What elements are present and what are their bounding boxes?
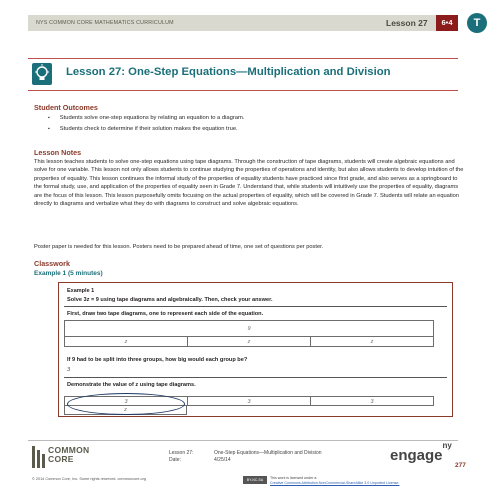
footer-date-key: Date:	[169, 457, 181, 463]
list-item: ▪ Students solve one-step equations by relating an equation to a diagram.	[48, 113, 244, 124]
tape-diagram-total	[64, 320, 434, 337]
tape-cell: z	[187, 337, 310, 346]
grade-badge: 6•4	[436, 15, 458, 31]
divider	[64, 377, 447, 378]
example-instruction: First, draw two tape diagrams, one to represent each side of the equation.	[67, 311, 264, 317]
header-lesson-label: Lesson 27	[386, 15, 436, 31]
example-box	[58, 282, 453, 417]
classwork-heading: Classwork	[34, 259, 70, 268]
example-question: If 9 had to be split into three groups, how big would each group be?	[67, 357, 248, 363]
list-item: ▪ Students check to determine if their solution makes the equation true.	[48, 124, 244, 135]
title-rule-top	[28, 58, 458, 59]
page-number: 277	[455, 462, 466, 469]
tape-cell: 3	[187, 397, 310, 405]
title-rule-bottom	[28, 90, 458, 91]
curriculum-label: NYS COMMON CORE MATHEMATICS CURRICULUM	[28, 15, 386, 31]
lesson-notes-heading: Lesson Notes	[34, 148, 82, 157]
footer-meta	[169, 450, 322, 464]
cc-license-icon: BY-NC-SA	[243, 476, 267, 484]
example-title: Example 1	[67, 288, 95, 294]
divider	[64, 306, 447, 307]
teacher-edition-badge: T	[467, 13, 487, 33]
highlight-oval	[67, 393, 185, 415]
footer-lesson-value: One-Step Equations—Multiplication and Division	[214, 450, 322, 456]
engage-ny-logo: engage$^{ny}$	[390, 441, 452, 464]
license-link[interactable]: Creative Commons Attribution-NonCommercial-ShareAlike 3.0 Unported License.	[270, 480, 400, 485]
outcomes-list	[48, 113, 244, 135]
example-answer: 3	[67, 367, 71, 373]
license-text: This work is licensed under a Creative Commons Attribution-NonCommercial-ShareAlike 3.0 Unported License.	[270, 476, 400, 485]
tape-diagram-variables	[64, 336, 434, 347]
footer-lesson-key: Lesson 27:	[169, 450, 194, 456]
example-prompt: Solve 3z = 9 using tape diagrams and algebraically. Then, check your answer.	[67, 297, 273, 303]
example-heading: Example 1 (5 minutes)	[34, 270, 103, 277]
running-header	[28, 15, 458, 31]
tape-cell: 9	[247, 326, 251, 332]
tape-cell: z	[124, 339, 128, 345]
footer-rule	[28, 440, 458, 441]
student-outcomes-heading: Student Outcomes	[34, 103, 98, 112]
tape-cell: z	[310, 337, 433, 346]
tape-cell: 3	[124, 399, 128, 405]
tape-cell: 3	[310, 397, 433, 405]
lesson-notes-paragraph: This lesson teaches students to solve one-step equations using tape diagrams. Through the construction of tape diagrams, students will create algebraic equations and solve for one variable. This lesson not only allows students to continue studying the properties of operations and identity, but also allows students to develop intuition of the properties of equality. This lesson continues the informal study of the properties of equality students have practiced since first grade, and also serves as a springboard to the formal study, use, and application of the properties of equality seen in Grade 7. Understand that, while students will intuitively use the properties of equality, diagrams are the focus of this lesson. This lesson purposefully omits focusing on the actual properties of equality, which will be covered in Grade 7. Students will relate an equation directly to diagrams and verbalize what they do with diagrams to construct and solve algebraic equations.	[34, 159, 464, 208]
copyright-notice: © 2014 Common Core, Inc. Some rights reserved. commoncore.org	[32, 477, 147, 481]
tape-cell-variable: z	[64, 406, 187, 415]
poster-note-paragraph: Poster paper is needed for this lesson. Posters need to be prepared ahead of time, one set of questions per poster.	[34, 244, 324, 250]
brand-wordmark: COMMON CORE	[48, 445, 90, 464]
example-demonstrate: Demonstrate the value of z using tape diagrams.	[67, 382, 196, 388]
lightbulb-icon	[32, 63, 52, 85]
lesson-title: Lesson 27: One-Step Equations—Multiplication and Division	[66, 66, 391, 78]
footer-date-value: 4/25/14	[214, 457, 231, 463]
